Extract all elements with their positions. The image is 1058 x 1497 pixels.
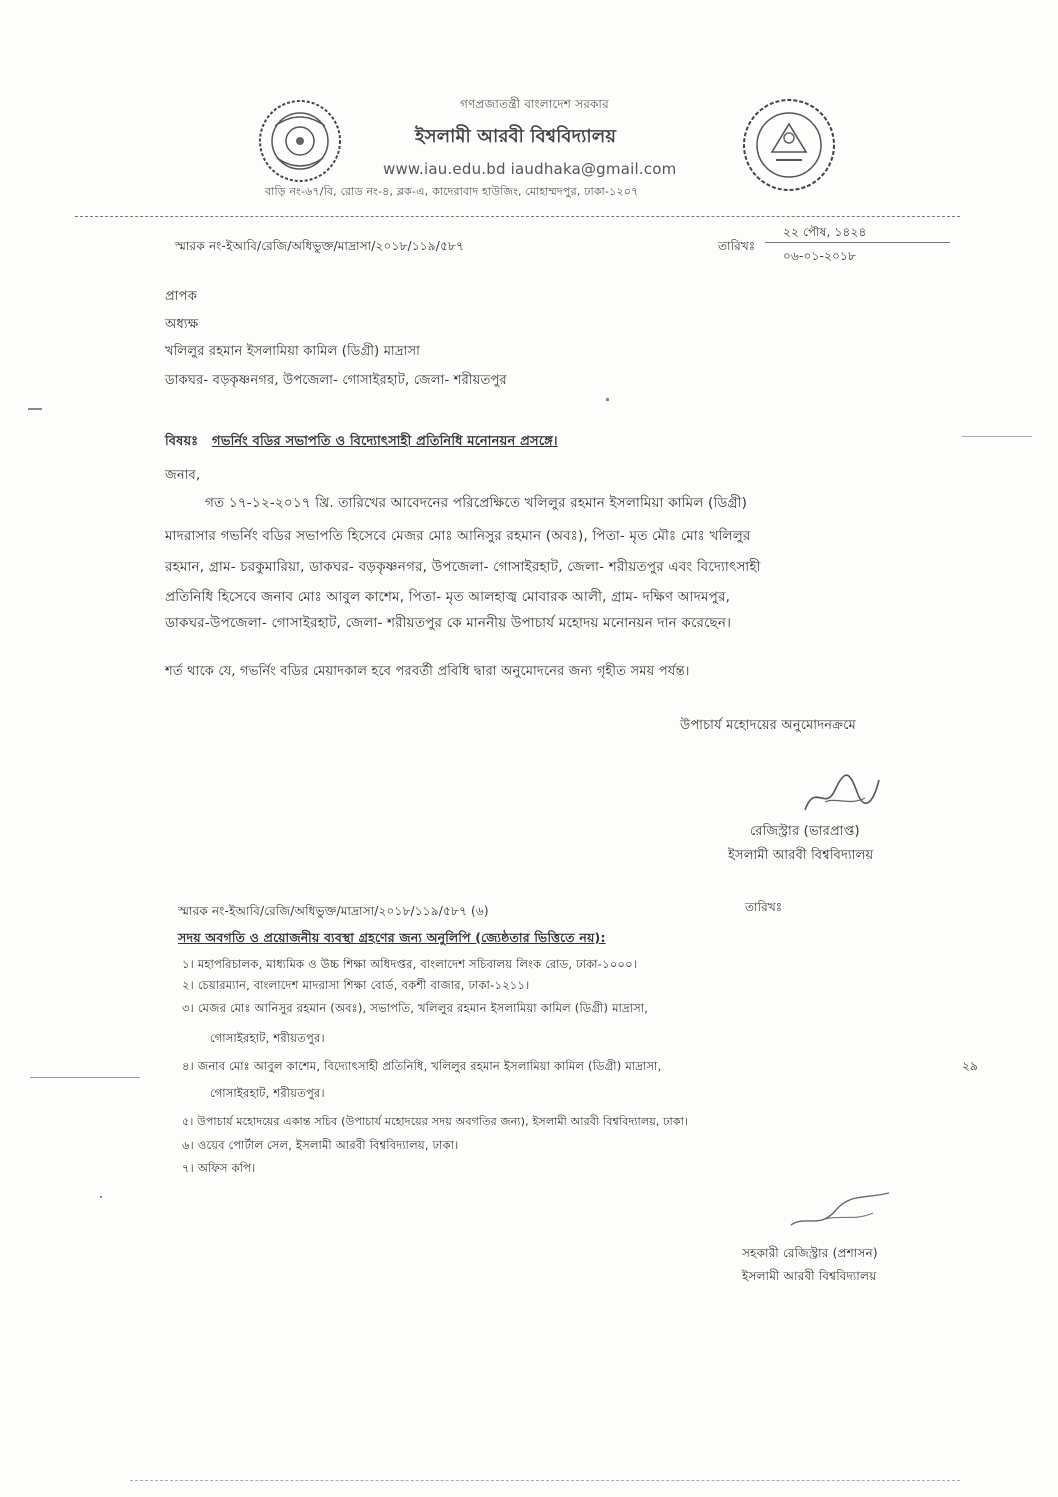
signatory1-org: ইসলামী আরবী বিশ্ববিদ্যালয়	[728, 848, 874, 863]
date-divider	[765, 242, 950, 243]
scan-speck	[30, 1077, 140, 1078]
bottom-scan-edge	[130, 1480, 960, 1481]
header-divider	[75, 216, 960, 217]
signatory1-name: রেজিস্ট্রার (ভারপ্রাপ্ত)	[750, 824, 860, 839]
recipient-institution: খলিলুর রহমান ইসলামিয়া কামিল (ডিগ্রী) মাদ্রাসা	[165, 344, 421, 359]
scan-speck	[28, 408, 42, 410]
copy-item-3: ৩। মেজর মোঃ আনিসুর রহমান (অবঃ), সভাপতি, খলিলুর রহমান ইসলামিয়া কামিল (ডিগ্রী) মাদ্রাসা,	[182, 1001, 649, 1015]
body-line-3: রহমান, গ্রাম- চরকুমারিয়া, ডাকঘর- বড়কৃষ্ণনগর, উপজেলা- গোসাইরহাট, জেলা- শরীয়তপুর এবং বিদ্যোৎসাহী	[165, 559, 761, 575]
subject-text: গভর্নিং বডির সভাপতি ও বিদ্যোৎসাহী প্রতিনিধি মনোনয়ন প্রসঙ্গে।	[212, 434, 558, 449]
signatory2-org: ইসলামী আরবী বিশ্ববিদ্যালয়	[742, 1269, 877, 1283]
memo-date-label: তারিখঃ	[718, 239, 756, 253]
copy-item-7: ৭। অফিস কপি।	[182, 1161, 256, 1175]
university-title: ইসলামী আরবী বিশ্ববিদ্যালয়	[415, 126, 617, 147]
recipient-designation: অধ্যক্ষ	[165, 317, 199, 332]
memo-ref: স্মারক নং-ইআবি/রেজি/অধিভুক্ত/মাদ্রাসা/২০১৮/১১৯/৫৮৭	[175, 239, 464, 253]
recipient-label: প্রাপক	[165, 289, 197, 304]
signatory2-name: সহকারী রেজিস্ট্রার (প্রশাসন)	[742, 1246, 878, 1260]
web-email: www.iau.edu.bd iaudhaka@gmail.com	[383, 160, 677, 178]
body-line-4: প্রতিনিধি হিসেবে জনাব মোঃ আবুল কাশেম, পিতা- মৃত আলহাজ্ব মোবারক আলী, গ্রাম- দক্ষিণ আদমপুর,	[165, 589, 731, 605]
copy-memo-date-label: তারিখঃ	[745, 900, 783, 914]
memo-date-bottom: ০৬-০১-২০১৮	[783, 249, 857, 263]
asst-registrar-signature-icon	[785, 1185, 895, 1235]
body-condition: শর্ত থাকে যে, গভর্নিং বডির মেয়াদকাল হবে পরবর্তী প্রবিধি দ্বারা অনুমোদনের জন্য গৃহীত সময় পর্যন্ত।	[165, 664, 690, 679]
subject-label: বিষয়ঃ	[165, 434, 199, 449]
copy-item-5: ৫। উপাচার্য মহোদয়ের একান্ত সচিব (উপাচার্য মহোদয়ের সদয় অবগতির জন্য), ইসলামী আরবী বিশ্ববিদ্যালয়, ঢাকা।	[182, 1115, 689, 1128]
body-line-5: ডাকঘর-উপজেলা- গোসাইরহাট, জেলা- শরীয়তপুর কে মাননীয় উপাচার্য মহোদয় মনোনয়ন দান করেছেন।	[165, 615, 732, 631]
header-address: বাড়ি নং-৬৭/বি, রোড নং-৪, ব্লক-এ, কাদেরাবাদ হাউজিং, মোহাম্মদপুর, ঢাকা-১২০৭	[265, 185, 639, 198]
margin-mark: ২৯	[962, 1059, 978, 1073]
copy-heading: সদয় অবগতি ও প্রয়োজনীয় ব্যবস্থা গ্রহণের জন্য অনুলিপি (জ্যেষ্ঠতার ভিত্তিতে নয়):	[178, 930, 606, 945]
copy-item-6: ৬। ওয়েব পোর্টাল সেল, ইসলামী আরবী বিশ্ববিদ্যালয়, ঢাকা।	[182, 1138, 459, 1152]
scan-speck	[100, 1196, 102, 1198]
copy-item-1: ১। মহাপরিচালক, মাধ্যমিক ও উচ্চ শিক্ষা অধিদপ্তর, বাংলাদেশ সচিবালয় লিংক রোড, ঢাকা-১০০০।	[182, 957, 638, 971]
copy-memo-ref: স্মারক নং-ইআবি/রেজি/অধিভুক্ত/মাদ্রাসা/২০১৮/১১৯/৫৮৭ (৬)	[178, 904, 489, 918]
scan-speck	[606, 398, 609, 401]
registrar-signature-icon	[795, 762, 885, 822]
copy-item-3-cont: গোসাইরহাট, শরীয়তপুর।	[210, 1031, 325, 1045]
body-line-2: মাদরাসার গভর্নিং বডির সভাপতি হিসেবে মেজর মোঃ আনিসুর রহমান (অবঃ), পিতা- মৃত মৌঃ মোঃ খলিলুর	[165, 528, 751, 544]
scan-speck	[962, 436, 1032, 437]
copy-item-2: ২। চেয়ারম্যান, বাংলাদেশ মাদরাসা শিক্ষা বোর্ড, বকশী বাজার, ঢাকা-১২১১।	[182, 978, 530, 992]
copy-item-4: ৪। জনাব মোঃ আবুল কাশেম, বিদ্যোৎসাহী প্রতিনিধি, খলিলুর রহমান ইসলামিয়া কামিল (ডিগ্রী) মাদ্রাসা,	[182, 1059, 662, 1073]
approval-note: উপাচার্য মহোদয়ের অনুমোদনক্রমে	[680, 718, 856, 733]
body-line-1: গত ১৭-১২-২০১৭ খ্রি. তারিখের আবেদনের পরিপ্রেক্ষিতে খলিলুর রহমান ইসলামিয়া কামিল (ডিগ্রী)	[205, 495, 748, 511]
copy-item-4-cont: গোসাইরহাট, শরীয়তপুর।	[210, 1086, 325, 1100]
university-logo-icon	[738, 94, 840, 196]
govt-title: গণপ্রজাতন্ত্রী বাংলাদেশ সরকার	[460, 97, 609, 111]
memo-date-top: ২২ পৌষ, ১৪২৪	[783, 225, 867, 239]
salutation: জনাব,	[165, 468, 201, 483]
recipient-address: ডাকঘর- বড়কৃষ্ণনগর, উপজেলা- গোসাইরহাট, জেলা- শরীয়তপুর	[165, 373, 507, 388]
govt-seal-icon	[255, 96, 345, 186]
